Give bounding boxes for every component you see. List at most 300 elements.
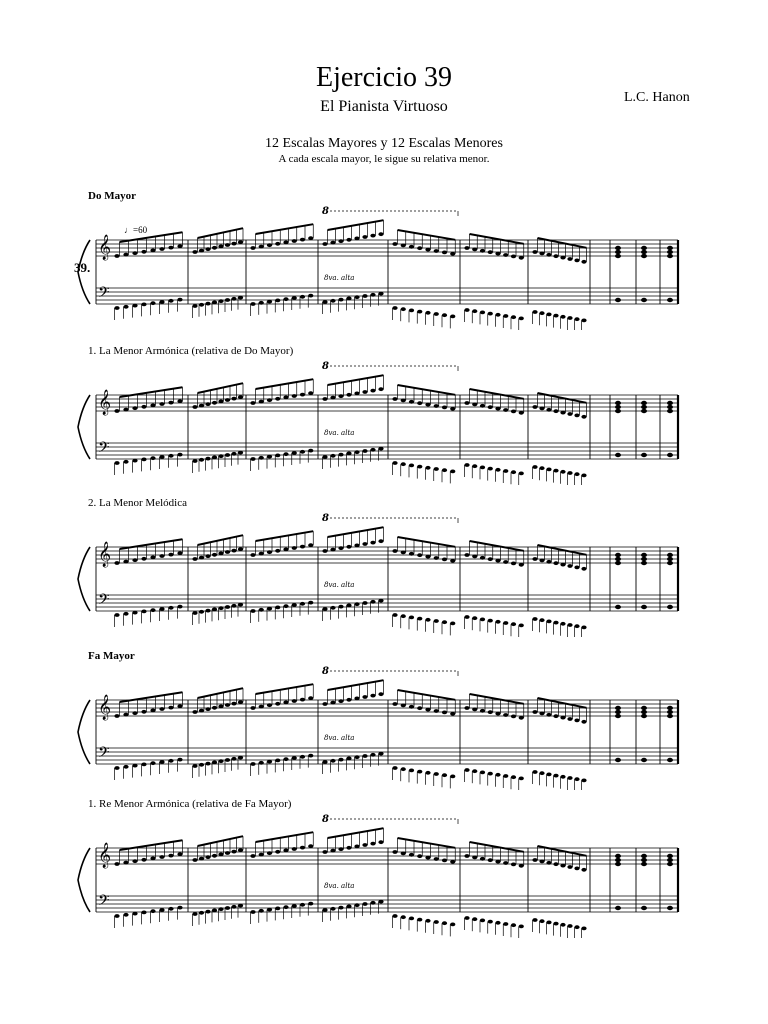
bass-note <box>532 465 537 469</box>
treble-note <box>378 387 383 391</box>
treble-note <box>225 243 230 247</box>
treble-note <box>168 706 173 710</box>
tempo-marking: ♩=60 <box>124 225 148 235</box>
treble-note <box>354 845 359 849</box>
music-system-1 <box>70 200 682 330</box>
chord-note <box>615 706 621 710</box>
bass-note <box>338 758 343 762</box>
bass-note <box>168 454 173 458</box>
bass-note <box>199 763 204 767</box>
treble-note <box>495 252 500 256</box>
chord-note <box>667 405 673 409</box>
treble-note <box>532 250 537 254</box>
treble-note <box>300 698 305 702</box>
ottava-mark: 8 <box>322 361 329 372</box>
chord-note <box>667 906 673 910</box>
treble-note <box>503 408 508 412</box>
bass-note <box>177 298 182 302</box>
chord-note <box>641 706 647 710</box>
chord-note <box>667 714 673 718</box>
treble-note <box>574 259 579 263</box>
treble-note <box>434 709 439 713</box>
bass-note <box>192 304 197 308</box>
treble-note <box>450 712 455 716</box>
treble-note <box>488 858 493 862</box>
treble-note <box>192 250 197 254</box>
bass-note <box>539 311 544 315</box>
bass-note <box>141 458 146 462</box>
bass-note <box>464 463 469 467</box>
chord-note <box>615 858 621 862</box>
treble-note <box>330 548 335 552</box>
bass-note <box>417 617 422 621</box>
bass-note <box>567 316 572 320</box>
bass-note <box>150 301 155 305</box>
bass-note <box>330 759 335 763</box>
brace <box>78 547 90 611</box>
treble-note <box>330 849 335 853</box>
treble-note <box>168 401 173 405</box>
chord-note <box>641 561 647 565</box>
note-beam <box>120 692 183 702</box>
treble-note <box>503 253 508 257</box>
treble-note <box>300 545 305 549</box>
bass-note <box>495 773 500 777</box>
treble-note <box>218 245 223 249</box>
treble-note <box>442 558 447 562</box>
ottava-mark: 8 <box>322 513 329 524</box>
bass-note <box>464 615 469 619</box>
bass-note <box>267 300 272 304</box>
note-beam <box>120 232 183 242</box>
treble-note <box>539 407 544 411</box>
bass-note <box>362 449 367 453</box>
bass-note <box>417 918 422 922</box>
treble-note <box>425 708 430 712</box>
treble-note <box>450 407 455 411</box>
treble-note <box>378 232 383 236</box>
section-label-re-menor-armonica: 1. Re Menor Armónica (relativa de Fa Mayor) <box>88 798 292 810</box>
brace <box>78 700 90 764</box>
bass-note <box>425 771 430 775</box>
bass-clef-icon: 𝄢 <box>98 284 110 305</box>
treble-note <box>300 393 305 397</box>
bass-note <box>354 450 359 454</box>
bass-note <box>177 453 182 457</box>
treble-note <box>401 244 406 248</box>
bass-note <box>308 294 313 298</box>
bass-note <box>450 470 455 474</box>
treble-note <box>168 246 173 250</box>
treble-note <box>168 553 173 557</box>
bass-note <box>159 607 164 611</box>
bass-note <box>212 301 217 305</box>
treble-note <box>205 402 210 406</box>
bass-note <box>401 915 406 919</box>
treble-note <box>205 554 210 558</box>
treble-note <box>392 397 397 401</box>
bass-note <box>231 757 236 761</box>
bass-note <box>218 606 223 610</box>
treble-note <box>450 559 455 563</box>
chord-note <box>641 553 647 557</box>
bass-note <box>567 924 572 928</box>
bass-note <box>225 453 230 457</box>
chord-note <box>667 254 673 258</box>
treble-note <box>292 847 297 851</box>
treble-note <box>362 390 367 394</box>
treble-note <box>425 555 430 559</box>
treble-note <box>503 861 508 865</box>
treble-note <box>250 553 255 557</box>
chord-note <box>615 710 621 714</box>
bass-note <box>488 467 493 471</box>
bass-note <box>532 617 537 621</box>
treble-note <box>267 398 272 402</box>
bass-note <box>354 295 359 299</box>
treble-note <box>480 709 485 713</box>
bass-note <box>553 774 558 778</box>
treble-note <box>560 864 565 868</box>
treble-note <box>539 712 544 716</box>
treble-note <box>338 546 343 550</box>
bass-clef-icon: 𝄢 <box>98 591 110 612</box>
bass-clef-icon: 𝄢 <box>98 439 110 460</box>
bass-note <box>330 454 335 458</box>
treble-note <box>392 850 397 854</box>
treble-note <box>338 239 343 243</box>
note-beam <box>470 234 524 244</box>
bass-note <box>434 772 439 776</box>
treble-note <box>275 242 280 246</box>
treble-note <box>532 405 537 409</box>
bass-note <box>123 913 128 917</box>
treble-note <box>267 550 272 554</box>
treble-note <box>330 701 335 705</box>
treble-note <box>581 260 586 264</box>
treble-note <box>519 716 524 720</box>
bass-note <box>519 624 524 628</box>
bass-note <box>199 911 204 915</box>
chord-note <box>667 553 673 557</box>
bass-note <box>322 455 327 459</box>
treble-note <box>346 846 351 850</box>
section-label-la-menor-melodica: 2. La Menor Melódica <box>88 497 187 509</box>
chord-note <box>615 758 621 762</box>
bass-note <box>472 616 477 620</box>
chord-note <box>615 298 621 302</box>
bass-note <box>338 906 343 910</box>
bass-note <box>574 925 579 929</box>
music-system-3 <box>70 507 682 637</box>
bass-note <box>168 606 173 610</box>
bass-note <box>553 314 558 318</box>
treble-note <box>464 706 469 710</box>
bass-note <box>292 756 297 760</box>
bass-note <box>231 452 236 456</box>
note-beam <box>398 690 456 700</box>
bass-note <box>330 606 335 610</box>
treble-note <box>480 249 485 253</box>
treble-note <box>401 852 406 856</box>
bass-note <box>114 461 119 465</box>
bass-note <box>480 919 485 923</box>
treble-note <box>250 246 255 250</box>
treble-note <box>581 720 586 724</box>
treble-note <box>322 242 327 246</box>
bass-note <box>392 461 397 465</box>
bass-note <box>168 299 173 303</box>
bass-note <box>409 309 414 313</box>
treble-clef-icon: 𝄞 <box>98 390 112 415</box>
treble-note <box>546 713 551 717</box>
bass-note <box>560 622 565 626</box>
note-beam <box>470 541 524 551</box>
treble-note <box>177 244 182 248</box>
bass-note <box>511 470 516 474</box>
bass-note <box>495 620 500 624</box>
chord-note <box>615 246 621 250</box>
treble-note <box>409 552 414 556</box>
treble-note <box>362 695 367 699</box>
chord-note <box>641 714 647 718</box>
note-beam <box>328 680 384 690</box>
bass-note <box>308 754 313 758</box>
bass-note <box>238 756 243 760</box>
bass-note <box>560 775 565 779</box>
bass-note <box>259 456 264 460</box>
note-beam <box>398 230 456 240</box>
bass-note <box>581 927 586 931</box>
treble-note <box>192 557 197 561</box>
chord-note <box>641 758 647 762</box>
bass-note <box>567 776 572 780</box>
treble-note <box>250 706 255 710</box>
bass-note <box>123 612 128 616</box>
treble-note <box>495 407 500 411</box>
bass-note <box>275 299 280 303</box>
treble-note <box>442 711 447 715</box>
section-label-fa-mayor: Fa Mayor <box>88 650 135 662</box>
bass-note <box>159 908 164 912</box>
bass-note <box>362 601 367 605</box>
treble-note <box>141 557 146 561</box>
bass-note <box>434 920 439 924</box>
bass-note <box>425 919 430 923</box>
treble-note <box>199 857 204 861</box>
bass-note <box>519 472 524 476</box>
treble-note <box>417 706 422 710</box>
treble-note <box>218 705 223 709</box>
treble-note <box>292 699 297 703</box>
bass-note <box>300 295 305 299</box>
treble-note <box>267 243 272 247</box>
treble-note <box>553 254 558 258</box>
chord-note <box>615 409 621 413</box>
bass-note <box>283 905 288 909</box>
treble-note <box>539 860 544 864</box>
bass-note <box>259 301 264 305</box>
treble-note <box>425 248 430 252</box>
bass-note <box>488 619 493 623</box>
note-beam <box>256 379 314 389</box>
bass-note <box>292 904 297 908</box>
treble-note <box>417 246 422 250</box>
treble-note <box>338 394 343 398</box>
bass-note <box>141 610 146 614</box>
treble-clef-icon: 𝄞 <box>98 843 112 868</box>
bass-note <box>308 601 313 605</box>
chord-note <box>641 854 647 858</box>
bass-note <box>114 914 119 918</box>
treble-note <box>177 551 182 555</box>
bass-note <box>581 474 586 478</box>
treble-note <box>250 401 255 405</box>
treble-note <box>292 546 297 550</box>
treble-note <box>238 848 243 852</box>
treble-note <box>417 553 422 557</box>
bass-note <box>218 299 223 303</box>
bass-note <box>205 910 210 914</box>
bass-note <box>546 921 551 925</box>
bass-note <box>472 309 477 313</box>
bass-note <box>177 906 182 910</box>
bass-note <box>199 610 204 614</box>
treble-note <box>199 709 204 713</box>
bass-note <box>141 763 146 767</box>
chord-note <box>641 405 647 409</box>
treble-note <box>132 406 137 410</box>
treble-note <box>212 246 217 250</box>
chord-note <box>667 298 673 302</box>
treble-note <box>275 549 280 553</box>
chord-note <box>667 561 673 565</box>
treble-note <box>464 854 469 858</box>
bass-note <box>532 310 537 314</box>
treble-note <box>553 862 558 866</box>
treble-note <box>450 860 455 864</box>
treble-note <box>553 409 558 413</box>
bass-note <box>159 760 164 764</box>
note-beam <box>470 694 524 704</box>
treble-note <box>114 862 119 866</box>
bass-note <box>546 468 551 472</box>
treble-note <box>199 249 204 253</box>
treble-note <box>511 562 516 566</box>
treble-note <box>322 549 327 553</box>
chord-note <box>667 250 673 254</box>
bass-note <box>581 779 586 783</box>
treble-note <box>177 399 182 403</box>
ottava-label: 8va. alta <box>324 274 355 282</box>
treble-note <box>259 705 264 709</box>
bass-note <box>114 306 119 310</box>
treble-note <box>567 257 572 261</box>
bass-note <box>338 298 343 302</box>
bass-note <box>362 754 367 758</box>
chord-note <box>667 246 673 250</box>
treble-note <box>560 256 565 260</box>
treble-note <box>238 700 243 704</box>
treble-note <box>392 549 397 553</box>
bass-note <box>218 759 223 763</box>
treble-note <box>434 556 439 560</box>
treble-note <box>581 415 586 419</box>
treble-note <box>205 707 210 711</box>
treble-note <box>192 405 197 409</box>
treble-note <box>141 858 146 862</box>
bass-note <box>150 608 155 612</box>
brace <box>78 395 90 459</box>
bass-note <box>546 620 551 624</box>
bass-note <box>401 767 406 771</box>
treble-note <box>539 252 544 256</box>
treble-note <box>267 703 272 707</box>
bass-note <box>401 614 406 618</box>
bass-note <box>503 314 508 318</box>
bass-note <box>480 311 485 315</box>
chord-note <box>615 854 621 858</box>
bass-note <box>250 762 255 766</box>
brace <box>78 240 90 304</box>
bass-note <box>354 903 359 907</box>
chord-note <box>641 401 647 405</box>
bass-note <box>495 921 500 925</box>
treble-note <box>511 410 516 414</box>
bass-note <box>378 292 383 296</box>
bass-note <box>553 922 558 926</box>
bass-note <box>283 604 288 608</box>
bass-note <box>539 771 544 775</box>
bass-note <box>168 907 173 911</box>
bass-note <box>259 761 264 765</box>
bass-note <box>519 925 524 929</box>
note-beam <box>470 389 524 399</box>
treble-note <box>159 855 164 859</box>
treble-note <box>150 857 155 861</box>
bass-note <box>250 910 255 914</box>
chord-note <box>641 862 647 866</box>
bass-note <box>292 296 297 300</box>
treble-note <box>123 713 128 717</box>
bass-note <box>308 449 313 453</box>
treble-note <box>362 235 367 239</box>
bass-note <box>574 777 579 781</box>
treble-note <box>495 559 500 563</box>
treble-note <box>553 714 558 718</box>
bass-note <box>199 303 204 307</box>
bass-note <box>464 308 469 312</box>
treble-note <box>519 563 524 567</box>
treble-note <box>259 400 264 404</box>
bass-note <box>472 464 477 468</box>
note-beam <box>328 828 384 838</box>
bass-note <box>192 912 197 916</box>
treble-note <box>354 544 359 548</box>
bass-note <box>417 770 422 774</box>
chord-note <box>641 453 647 457</box>
treble-note <box>442 251 447 255</box>
ottava-mark: 8 <box>322 666 329 677</box>
treble-note <box>283 241 288 245</box>
treble-note <box>472 856 477 860</box>
treble-note <box>546 408 551 412</box>
bass-note <box>392 306 397 310</box>
bass-note <box>560 315 565 319</box>
treble-note <box>308 391 313 395</box>
bass-note <box>123 460 128 464</box>
treble-note <box>259 245 264 249</box>
